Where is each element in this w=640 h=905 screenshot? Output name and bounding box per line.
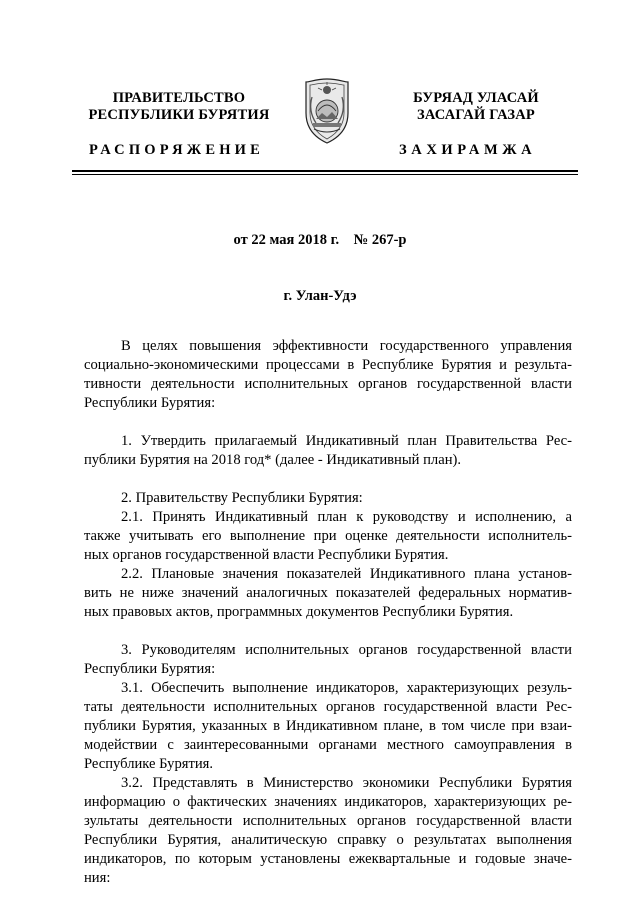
body-line: Республики Бурятия: — [84, 395, 216, 411]
body-line: В целях повышения эффективности государственного управления — [121, 338, 572, 354]
header-left-block — [84, 90, 274, 124]
body-line: 3. Руководителям исполнительных органов государственной власти — [121, 642, 572, 658]
body-line: 2. Правительству Республики Бурятия: — [121, 490, 363, 506]
body-line: ных правовых актов, программных документов Республики Бурятия. — [84, 604, 514, 620]
body-line: ния: — [84, 870, 111, 886]
government-title-line1: ПРАВИТЕЛЬСТВО — [112, 90, 246, 106]
date-and-number: от 22 мая 2018 г. № 267-р — [233, 232, 407, 248]
body-line: 3.1. Обеспечить выполнение индикаторов, характеризующих резуль- — [121, 680, 572, 696]
body-line: модействии с заинтересованными органами местного самоуправления в — [84, 737, 572, 753]
government-title-bua-line2: ЗАСАГАЙ ГАЗАР — [417, 107, 535, 123]
body-line: ных органов государственной власти Республики Бурятия. — [84, 547, 449, 563]
document-body — [84, 337, 572, 888]
header-divider-thin — [72, 174, 578, 175]
coat-of-arms-emblem-icon — [298, 77, 356, 145]
document-type-ru: РАСПОРЯЖЕНИЕ — [89, 142, 265, 158]
body-line: Республике Бурятия. — [84, 756, 214, 772]
city-name: г. Улан-Удэ — [283, 288, 357, 304]
government-title-bua-line1: БУРЯАД УЛАСАЙ — [413, 90, 539, 106]
body-line: информацию о фактических значениях индикаторов, характеризующих ре- — [84, 794, 572, 810]
government-title-line2: РЕСПУБЛИКИ БУРЯТИЯ — [88, 107, 270, 123]
body-line: публики Бурятия на 2018 год* (далее - Индикативный план). — [84, 452, 462, 468]
body-line: Республики Бурятия, аналитическую справку о результатах выполнения — [84, 832, 572, 848]
body-line: публики Бурятия, указанных в Индикативном плане, в том числе при взаи- — [84, 718, 572, 734]
body-line: социально-экономическими процессами в Республике Бурятия и результа- — [84, 357, 572, 373]
body-line: 2.1. Принять Индикативный план к руководству и исполнению, а — [121, 509, 572, 525]
body-line: вить не ниже значений аналогичных показателей федеральных норматив- — [84, 585, 572, 601]
body-line: 3.2. Представлять в Министерство экономики Республики Бурятия — [121, 775, 572, 791]
body-line: зультаты деятельности исполнительных органов государственной власти — [84, 813, 572, 829]
body-line: тивности деятельности исполнительных органов государственной власти — [84, 376, 572, 392]
body-line: индикаторов, по которым установлены ежеквартальные и годовые значе- — [84, 851, 572, 867]
header-right-block — [376, 90, 576, 124]
body-line: 1. Утвердить прилагаемый Индикативный план Правительства Рес- — [121, 433, 572, 449]
document-type-bua: ЗАХИРАМЖА — [399, 142, 537, 158]
body-line: также учитывать его выполнение при оценке деятельности исполнитель- — [84, 528, 572, 544]
header-divider-thick — [72, 170, 578, 172]
body-line: таты деятельности исполнительных органов государственной власти Рес- — [84, 699, 572, 715]
body-line: Республики Бурятия: — [84, 661, 216, 677]
body-line: 2.2. Плановые значения показателей Индикативного плана установ- — [121, 566, 572, 582]
